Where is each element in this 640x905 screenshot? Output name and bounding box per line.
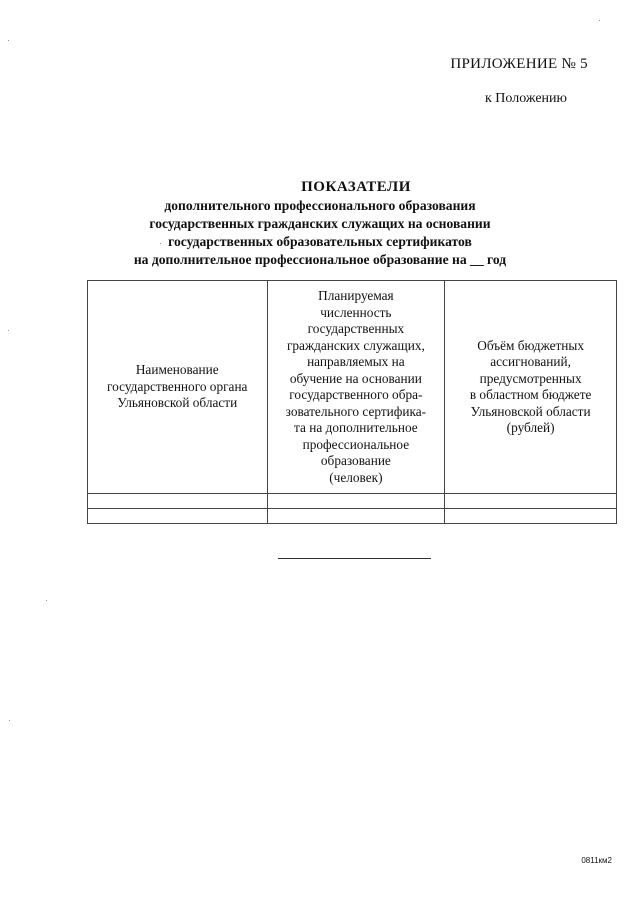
- table-cell: [445, 494, 617, 509]
- scan-speck: [9, 720, 10, 721]
- table-row: [88, 509, 617, 524]
- table-row: [88, 494, 617, 509]
- table-cell: [445, 509, 617, 524]
- footer-code: 0811км2: [581, 856, 612, 865]
- table-cell: [88, 509, 268, 524]
- title-line: дополнительного профессионального образования: [164, 198, 476, 213]
- scan-speck: [46, 600, 47, 601]
- column-header-planned-number: Планируемая численность государственных гражданских служащих, направляемых на обучение на основании государственного обра- зовательного сертифика- та на дополнительное профессиональное образование (человек): [267, 281, 445, 494]
- table-cell: [88, 494, 268, 509]
- table-cell: [267, 509, 445, 524]
- title-line: государственных гражданских служащих на основании: [149, 216, 491, 231]
- title-line: государственных образовательных сертификатов: [168, 234, 472, 249]
- title-main: ПОКАЗАТЕЛИ: [301, 179, 411, 195]
- scan-speck: [160, 243, 161, 244]
- table-header-row: [88, 281, 617, 494]
- annex-label: ПРИЛОЖЕНИЕ № 5: [450, 56, 588, 72]
- column-header-agency: Наименование государственного органа Ульяновской области: [88, 281, 268, 494]
- column-header-budget: Объём бюджетных ассигнований, предусмотренных в областном бюджете Ульяновской области (рублей): [445, 281, 617, 494]
- title-block: [0, 177, 640, 269]
- table-cell: [267, 494, 445, 509]
- title-line: на дополнительное профессиональное образование на __ год: [133, 252, 507, 267]
- separator-line: [278, 558, 431, 559]
- scan-speck: [8, 330, 9, 331]
- scan-speck: [599, 20, 600, 21]
- annex-sublabel: к Положению: [484, 91, 567, 106]
- indicators-table: [87, 280, 617, 524]
- scan-speck: [8, 40, 9, 41]
